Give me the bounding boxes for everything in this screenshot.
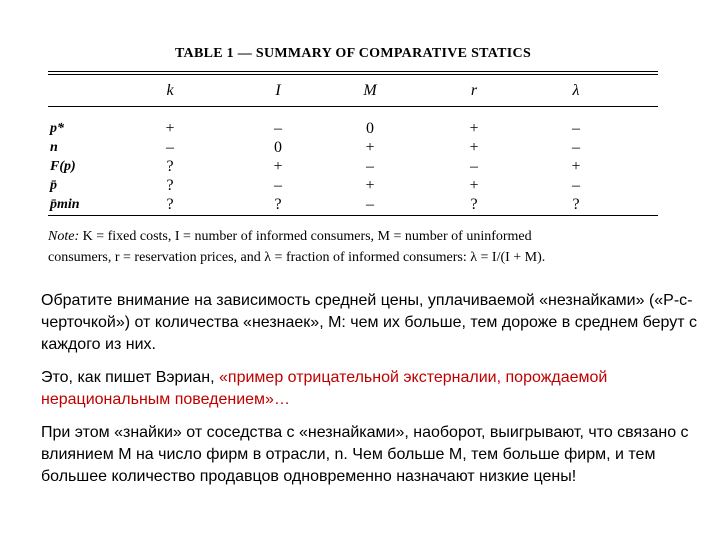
table-cell: + — [469, 120, 479, 137]
table-cell: + — [469, 177, 479, 194]
table-cell: + — [165, 120, 175, 137]
table-rule-bottom — [48, 215, 658, 216]
table-cell: ? — [166, 158, 174, 175]
table-cell: ? — [274, 196, 282, 213]
row-label: F(p) — [50, 159, 76, 174]
row-label: p̄min — [50, 197, 80, 212]
comparative-statics-table — [48, 38, 713, 268]
note-label: Note: — [48, 229, 80, 244]
table-cell: – — [572, 120, 580, 137]
table-cell: + — [365, 177, 375, 194]
table-cell: – — [572, 139, 580, 156]
row-label: p* — [50, 121, 64, 136]
table-cell: ? — [166, 177, 174, 194]
table-title: TABLE 1 — SUMMARY OF COMPARATIVE STATICS — [174, 46, 532, 61]
table-cell: + — [365, 139, 375, 156]
table-rule-top-double — [48, 74, 658, 75]
table-cell: + — [273, 158, 283, 175]
table-cell: ? — [470, 196, 478, 213]
column-header: λ — [572, 82, 580, 99]
row-label: p̄ — [50, 178, 57, 193]
table-rule-header — [48, 106, 658, 107]
note-line-2: consumers, r = reservation prices, and λ = fraction of informed consumers: λ = I/(I + M). — [48, 250, 546, 265]
table-cell: – — [470, 158, 478, 175]
table-cell: ? — [572, 196, 580, 213]
table-cell: 0 — [274, 139, 282, 156]
paragraph-2-intro: Это, как пишет Вэриан, — [41, 369, 220, 386]
column-header: I — [275, 82, 281, 99]
table-cell: 0 — [366, 120, 374, 137]
paragraph-2 — [41, 367, 706, 411]
paragraph-2-quote: «пример отрицательной экстерналии, порождаемой нерациональным поведением»… — [41, 369, 608, 408]
paragraph-1: Обратите внимание на зависимость средней цены, уплачиваемой «незнайками» («P-с-черточкой») от количества «незнаек», М: чем их больше, тем дороже в среднем берут с каждого из них. — [41, 292, 698, 353]
column-header: k — [166, 82, 174, 99]
table-cell: – — [274, 120, 282, 137]
table-rule-top — [48, 71, 658, 72]
table-note — [48, 226, 713, 268]
table-cell: + — [469, 139, 479, 156]
paragraph-3: При этом «знайки» от соседства с «незнайками», наоборот, выигрывают, что связано с влиянием М на число фирм в отрасли, n. Чем больше М, тем больше фирм, и тем большее количество продавцов одновременно назначают низкие цены! — [41, 424, 689, 485]
column-header: r — [470, 82, 478, 99]
column-header: M — [363, 82, 377, 99]
table-cell: – — [166, 139, 174, 156]
note-line-1: K = fixed costs, I = number of informed consumers, M = number of uninformed — [82, 229, 532, 244]
table-cell: – — [572, 177, 580, 194]
table-cell: – — [274, 177, 282, 194]
table-cell: ? — [166, 196, 174, 213]
table-cell: – — [366, 196, 374, 213]
table-cell: + — [571, 158, 581, 175]
row-label: n — [50, 140, 58, 155]
table-cell: – — [366, 158, 374, 175]
commentary-text — [41, 290, 706, 499]
